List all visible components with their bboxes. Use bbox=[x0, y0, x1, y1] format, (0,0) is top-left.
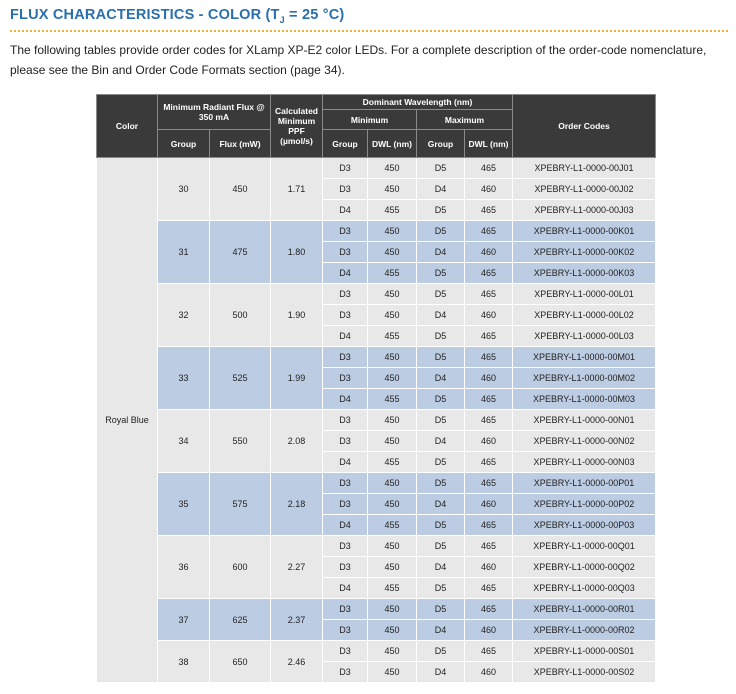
order-code-cell: XPEBRY-L1-0000-00J03 bbox=[513, 200, 656, 221]
min-group-cell: D3 bbox=[323, 620, 368, 641]
flux-mw-cell: 450 bbox=[210, 158, 271, 221]
min-group-cell: D4 bbox=[323, 326, 368, 347]
order-code-cell: XPEBRY-L1-0000-00Q02 bbox=[513, 557, 656, 578]
order-code-cell: XPEBRY-L1-0000-00K03 bbox=[513, 263, 656, 284]
max-group-cell: D5 bbox=[417, 263, 465, 284]
flux-group-cell: 35 bbox=[158, 473, 210, 536]
section-title: FLUX CHARACTERISTICS - COLOR ($T_J = 25$ °C) bbox=[10, 7, 345, 25]
flux-mw-cell: 600 bbox=[210, 536, 271, 599]
min-dwl-cell: 450 bbox=[368, 494, 417, 515]
min-group-cell: D3 bbox=[323, 599, 368, 620]
min-dwl-cell: 455 bbox=[368, 200, 417, 221]
ppf-cell: 1.80 bbox=[271, 221, 323, 284]
flux-mw-cell: 475 bbox=[210, 221, 271, 284]
max-dwl-cell: 465 bbox=[465, 284, 513, 305]
ppf-cell: 2.46 bbox=[271, 641, 323, 683]
order-code-cell: XPEBRY-L1-0000-00K02 bbox=[513, 242, 656, 263]
max-dwl-cell: 460 bbox=[465, 620, 513, 641]
max-dwl-cell: 460 bbox=[465, 242, 513, 263]
table-body bbox=[97, 158, 656, 683]
max-dwl-cell: 460 bbox=[465, 557, 513, 578]
flux-group-cell: 34 bbox=[158, 410, 210, 473]
min-dwl-cell: 450 bbox=[368, 242, 417, 263]
ppf-cell: 1.71 bbox=[271, 158, 323, 221]
max-group-cell: D4 bbox=[417, 557, 465, 578]
max-dwl-cell: 465 bbox=[465, 158, 513, 179]
max-dwl-cell: 460 bbox=[465, 368, 513, 389]
header-dominant-wavelength: Dominant Wavelength (nm) bbox=[323, 95, 513, 110]
table-row bbox=[97, 641, 656, 662]
min-dwl-cell: 455 bbox=[368, 326, 417, 347]
max-dwl-cell: 460 bbox=[465, 494, 513, 515]
order-code-cell: XPEBRY-L1-0000-00M03 bbox=[513, 389, 656, 410]
flux-mw-cell: 650 bbox=[210, 641, 271, 683]
min-dwl-cell: 455 bbox=[368, 515, 417, 536]
min-group-cell: D3 bbox=[323, 410, 368, 431]
max-group-cell: D4 bbox=[417, 368, 465, 389]
order-code-cell: XPEBRY-L1-0000-00N02 bbox=[513, 431, 656, 452]
order-code-cell: XPEBRY-L1-0000-00N03 bbox=[513, 452, 656, 473]
table-row bbox=[97, 221, 656, 242]
max-group-cell: D4 bbox=[417, 305, 465, 326]
min-dwl-cell: 450 bbox=[368, 599, 417, 620]
max-dwl-cell: 460 bbox=[465, 662, 513, 683]
ppf-cell: 2.37 bbox=[271, 599, 323, 641]
max-dwl-cell: 465 bbox=[465, 410, 513, 431]
table-row bbox=[97, 536, 656, 557]
table-row bbox=[97, 158, 656, 179]
order-code-cell: XPEBRY-L1-0000-00J01 bbox=[513, 158, 656, 179]
header-minimum: Minimum bbox=[323, 110, 417, 130]
min-group-cell: D4 bbox=[323, 515, 368, 536]
max-dwl-cell: 465 bbox=[465, 599, 513, 620]
order-code-cell: XPEBRY-L1-0000-00P02 bbox=[513, 494, 656, 515]
max-group-cell: D5 bbox=[417, 200, 465, 221]
max-dwl-cell: 465 bbox=[465, 200, 513, 221]
min-group-cell: D3 bbox=[323, 557, 368, 578]
order-code-cell: XPEBRY-L1-0000-00P01 bbox=[513, 473, 656, 494]
header-maximum: Maximum bbox=[417, 110, 513, 130]
min-group-cell: D3 bbox=[323, 242, 368, 263]
min-group-cell: D3 bbox=[323, 158, 368, 179]
min-group-cell: D3 bbox=[323, 431, 368, 452]
min-dwl-cell: 450 bbox=[368, 536, 417, 557]
max-dwl-cell: 465 bbox=[465, 452, 513, 473]
max-dwl-cell: 460 bbox=[465, 179, 513, 200]
dotted-divider bbox=[10, 30, 728, 32]
max-group-cell: D5 bbox=[417, 599, 465, 620]
min-group-cell: D3 bbox=[323, 473, 368, 494]
min-group-cell: D3 bbox=[323, 221, 368, 242]
min-group-cell: D3 bbox=[323, 305, 368, 326]
order-code-cell: XPEBRY-L1-0000-00Q01 bbox=[513, 536, 656, 557]
max-dwl-cell: 460 bbox=[465, 305, 513, 326]
min-group-cell: D3 bbox=[323, 662, 368, 683]
max-dwl-cell: 465 bbox=[465, 641, 513, 662]
min-group-cell: D4 bbox=[323, 578, 368, 599]
min-dwl-cell: 450 bbox=[368, 368, 417, 389]
flux-mw-cell: 575 bbox=[210, 473, 271, 536]
min-dwl-cell: 450 bbox=[368, 347, 417, 368]
order-code-cell: XPEBRY-L1-0000-00Q03 bbox=[513, 578, 656, 599]
max-group-cell: D5 bbox=[417, 221, 465, 242]
max-group-cell: D5 bbox=[417, 641, 465, 662]
header-ppf: Calculated Minimum PPF (µmol/s) bbox=[271, 95, 323, 158]
max-dwl-cell: 465 bbox=[465, 389, 513, 410]
flux-group-cell: 36 bbox=[158, 536, 210, 599]
table-row bbox=[97, 284, 656, 305]
order-code-cell: XPEBRY-L1-0000-00R02 bbox=[513, 620, 656, 641]
table-row bbox=[97, 410, 656, 431]
max-dwl-cell: 460 bbox=[465, 431, 513, 452]
max-group-cell: D4 bbox=[417, 620, 465, 641]
ppf-cell: 2.08 bbox=[271, 410, 323, 473]
max-dwl-cell: 465 bbox=[465, 536, 513, 557]
min-group-cell: D3 bbox=[323, 179, 368, 200]
flux-group-cell: 33 bbox=[158, 347, 210, 410]
min-dwl-cell: 450 bbox=[368, 641, 417, 662]
flux-group-cell: 38 bbox=[158, 641, 210, 683]
max-group-cell: D5 bbox=[417, 452, 465, 473]
max-group-cell: D5 bbox=[417, 473, 465, 494]
min-dwl-cell: 450 bbox=[368, 410, 417, 431]
min-group-cell: D3 bbox=[323, 347, 368, 368]
min-dwl-cell: 455 bbox=[368, 263, 417, 284]
max-group-cell: D5 bbox=[417, 578, 465, 599]
max-dwl-cell: 465 bbox=[465, 221, 513, 242]
max-group-cell: D4 bbox=[417, 494, 465, 515]
min-group-cell: D3 bbox=[323, 284, 368, 305]
header-order-codes: Order Codes bbox=[513, 95, 656, 158]
min-group-cell: D3 bbox=[323, 536, 368, 557]
min-dwl-cell: 450 bbox=[368, 473, 417, 494]
table-row bbox=[97, 347, 656, 368]
flux-mw-cell: 525 bbox=[210, 347, 271, 410]
order-code-cell: XPEBRY-L1-0000-00P03 bbox=[513, 515, 656, 536]
flux-group-cell: 30 bbox=[158, 158, 210, 221]
max-group-cell: D5 bbox=[417, 326, 465, 347]
header-max-group: Group bbox=[417, 130, 465, 158]
max-group-cell: D5 bbox=[417, 515, 465, 536]
order-code-cell: XPEBRY-L1-0000-00L03 bbox=[513, 326, 656, 347]
max-dwl-cell: 465 bbox=[465, 515, 513, 536]
min-dwl-cell: 450 bbox=[368, 662, 417, 683]
order-code-cell: XPEBRY-L1-0000-00L01 bbox=[513, 284, 656, 305]
max-group-cell: D5 bbox=[417, 410, 465, 431]
order-code-cell: XPEBRY-L1-0000-00L02 bbox=[513, 305, 656, 326]
max-group-cell: D5 bbox=[417, 389, 465, 410]
flux-mw-cell: 550 bbox=[210, 410, 271, 473]
max-group-cell: D4 bbox=[417, 662, 465, 683]
min-group-cell: D4 bbox=[323, 200, 368, 221]
header-group: Group bbox=[158, 130, 210, 158]
min-dwl-cell: 450 bbox=[368, 620, 417, 641]
min-dwl-cell: 455 bbox=[368, 389, 417, 410]
order-code-cell: XPEBRY-L1-0000-00S02 bbox=[513, 662, 656, 683]
intro-paragraph: The following tables provide order codes for XLamp XP-E2 color LEDs. For a complete description of the order-code nomenclature, please see the Bin and Order Code Formats section (page 34). bbox=[10, 43, 707, 77]
flux-table-container bbox=[96, 94, 656, 683]
table-row bbox=[97, 599, 656, 620]
flux-mw-cell: 625 bbox=[210, 599, 271, 641]
min-dwl-cell: 455 bbox=[368, 578, 417, 599]
max-group-cell: D5 bbox=[417, 536, 465, 557]
min-dwl-cell: 450 bbox=[368, 221, 417, 242]
header-min-dwl: DWL (nm) bbox=[368, 130, 417, 158]
order-code-cell: XPEBRY-L1-0000-00R01 bbox=[513, 599, 656, 620]
min-dwl-cell: 450 bbox=[368, 158, 417, 179]
min-group-cell: D4 bbox=[323, 389, 368, 410]
order-code-cell: XPEBRY-L1-0000-00M02 bbox=[513, 368, 656, 389]
header-min-flux: Minimum Radiant Flux @ 350 mA bbox=[158, 95, 271, 130]
color-cell: Royal Blue bbox=[97, 158, 158, 683]
min-dwl-cell: 450 bbox=[368, 431, 417, 452]
flux-group-cell: 32 bbox=[158, 284, 210, 347]
max-group-cell: D4 bbox=[417, 179, 465, 200]
min-dwl-cell: 450 bbox=[368, 179, 417, 200]
max-group-cell: D5 bbox=[417, 284, 465, 305]
header-color: Color bbox=[97, 95, 158, 158]
max-group-cell: D5 bbox=[417, 347, 465, 368]
min-group-cell: D3 bbox=[323, 494, 368, 515]
min-group-cell: D4 bbox=[323, 452, 368, 473]
min-group-cell: D3 bbox=[323, 368, 368, 389]
max-group-cell: D5 bbox=[417, 158, 465, 179]
flux-group-cell: 37 bbox=[158, 599, 210, 641]
ppf-cell: 2.27 bbox=[271, 536, 323, 599]
header-max-dwl: DWL (nm) bbox=[465, 130, 513, 158]
max-group-cell: D4 bbox=[417, 431, 465, 452]
min-dwl-cell: 450 bbox=[368, 557, 417, 578]
ppf-cell: 1.90 bbox=[271, 284, 323, 347]
header-flux: Flux (mW) bbox=[210, 130, 271, 158]
flux-mw-cell: 500 bbox=[210, 284, 271, 347]
min-group-cell: D3 bbox=[323, 641, 368, 662]
order-code-cell: XPEBRY-L1-0000-00J02 bbox=[513, 179, 656, 200]
flux-table bbox=[96, 94, 656, 683]
min-dwl-cell: 455 bbox=[368, 452, 417, 473]
max-dwl-cell: 465 bbox=[465, 326, 513, 347]
min-group-cell: D4 bbox=[323, 263, 368, 284]
max-dwl-cell: 465 bbox=[465, 263, 513, 284]
max-dwl-cell: 465 bbox=[465, 473, 513, 494]
order-code-cell: XPEBRY-L1-0000-00K01 bbox=[513, 221, 656, 242]
order-code-cell: XPEBRY-L1-0000-00S01 bbox=[513, 641, 656, 662]
max-dwl-cell: 465 bbox=[465, 347, 513, 368]
min-dwl-cell: 450 bbox=[368, 284, 417, 305]
order-code-cell: XPEBRY-L1-0000-00M01 bbox=[513, 347, 656, 368]
table-row bbox=[97, 473, 656, 494]
header-min-group: Group bbox=[323, 130, 368, 158]
order-code-cell: XPEBRY-L1-0000-00N01 bbox=[513, 410, 656, 431]
min-dwl-cell: 450 bbox=[368, 305, 417, 326]
ppf-cell: 2.18 bbox=[271, 473, 323, 536]
flux-group-cell: 31 bbox=[158, 221, 210, 284]
ppf-cell: 1.99 bbox=[271, 347, 323, 410]
max-dwl-cell: 465 bbox=[465, 578, 513, 599]
max-group-cell: D4 bbox=[417, 242, 465, 263]
